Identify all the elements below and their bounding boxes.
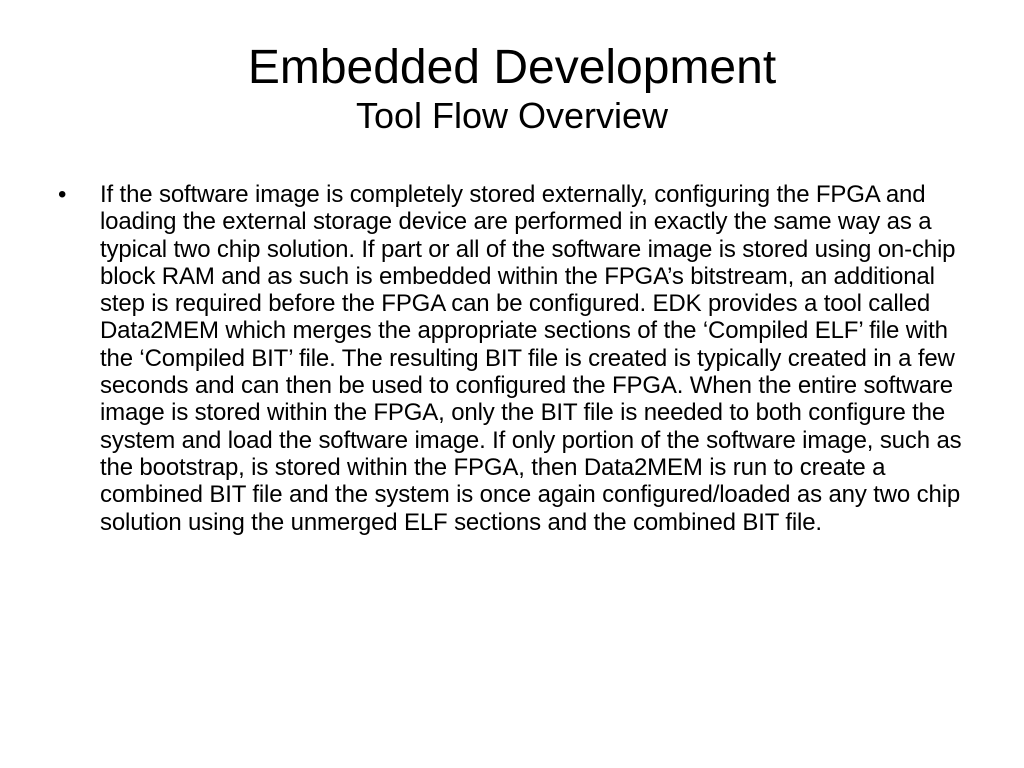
bullet-item <box>58 181 978 536</box>
bullet-list <box>58 181 978 536</box>
bullet-icon: • <box>58 181 67 208</box>
slide-title: Embedded Development <box>247 41 777 94</box>
title-block <box>0 40 1024 136</box>
bullet-text: If the software image is completely stored externally, configuring the FPGA and loading the external storage device are performed in exactly the same way as a typical two chip solution. If part or all of the software image is stored using on-chip block RAM and as such is embedded within the FPGA’s bitstream, an additional step is required before the FPGA can be configured. EDK provides a tool called Data2MEM which merges the appropriate sections of the ‘Compiled ELF’ file with the ‘Compiled BIT’ file. The resulting BIT file is created is typically created in a few seconds and can then be used to configured the FPGA. When the entire software image is stored within the FPGA, only the BIT file is needed to both configure the system and load the software image. If only portion of the software image, such as the bootstrap, is stored within the FPGA, then Data2MEM is run to create a combined BIT file and the system is once again configured/loaded as any two chip solution using the unmerged ELF sections and the combined BIT file. <box>100 181 962 536</box>
slide-subtitle: Tool Flow Overview <box>355 95 669 136</box>
